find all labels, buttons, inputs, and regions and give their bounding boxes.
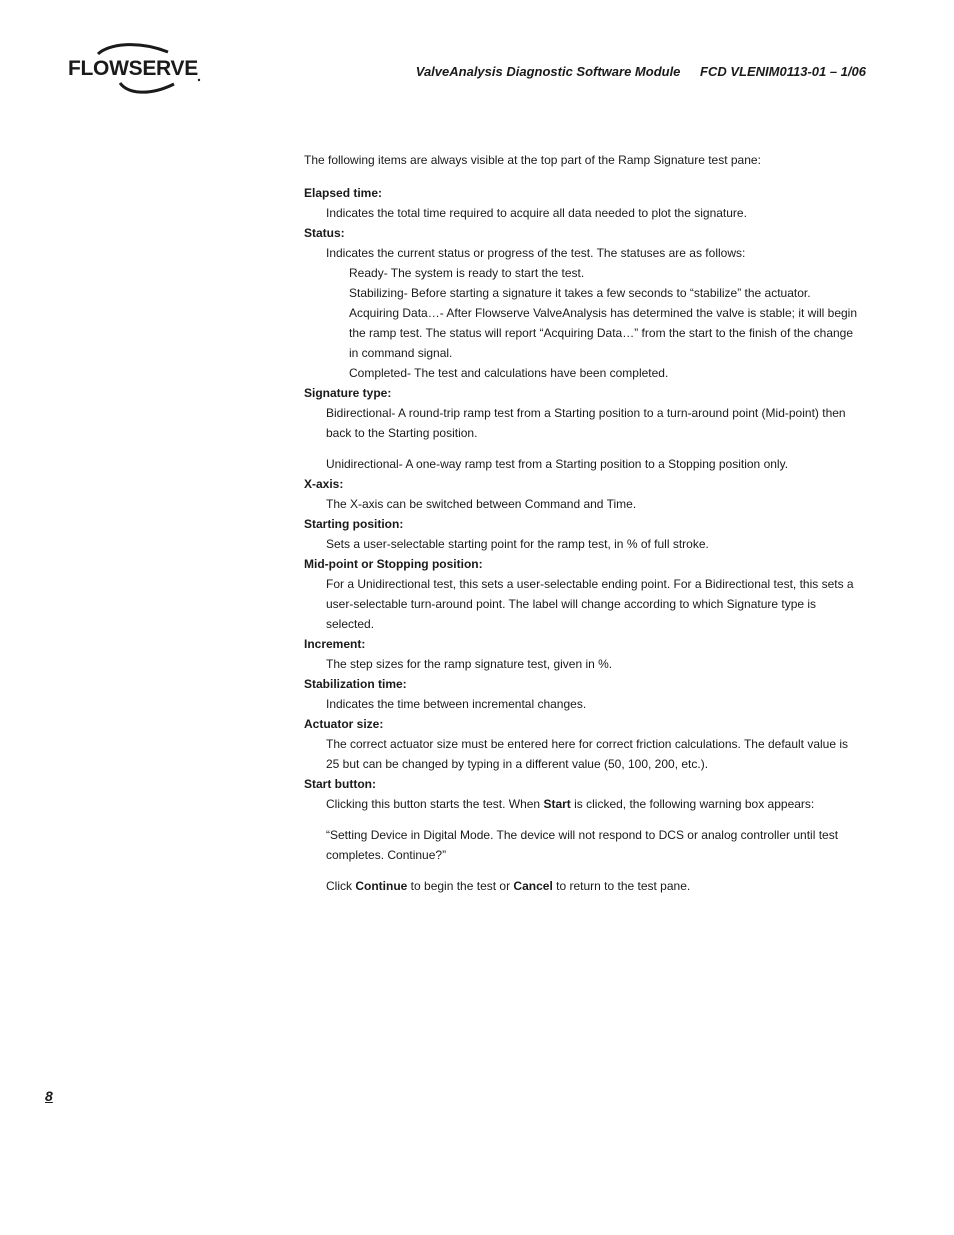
term-x-axis: X-axis:	[304, 477, 344, 491]
term-actuator-size: Actuator size:	[304, 717, 384, 731]
intro-paragraph: The following items are always visible at the top part of the Ramp Signature test pane:	[304, 153, 761, 167]
main-content	[304, 150, 864, 896]
text-fragment: to return to the test pane.	[552, 879, 691, 893]
desc-increment: The step sizes for the ramp signature test, given in %.	[326, 657, 613, 671]
status-item-stabilizing: Stabilizing- Before starting a signature it takes a few seconds to “stabilize” the actuator.	[349, 286, 811, 300]
warning-message: “Setting Device in Digital Mode. The device will not respond to DCS or analog controller until test completes. Continue?”	[326, 828, 839, 862]
status-item-ready: Ready- The system is ready to start the test.	[349, 266, 585, 280]
text-fragment: Clicking this button starts the test. When	[326, 797, 544, 811]
desc-continue-cancel	[304, 876, 864, 896]
desc-status: Indicates the current status or progress of the test. The statuses are as follows:	[326, 246, 746, 260]
page-number: 8	[45, 1088, 53, 1104]
desc-start-button	[304, 794, 864, 814]
desc-starting-position: Sets a user-selectable starting point for the ramp test, in % of full stroke.	[326, 537, 709, 551]
status-item-completed: Completed- The test and calculations have been completed.	[349, 366, 669, 380]
cancel-emphasis: Cancel	[513, 879, 553, 893]
term-status: Status:	[304, 226, 345, 240]
desc-signature-bidirectional: Bidirectional- A round-trip ramp test from a Starting position to a turn-around point (Mid-point) then back to the Starting position.	[326, 406, 846, 440]
document-number: FCD VLENIM0113-01 – 1/06	[700, 64, 866, 79]
text-fragment: Click	[326, 879, 356, 893]
term-elapsed-time: Elapsed time:	[304, 186, 383, 200]
logo-wordmark: FLOWSERVE	[68, 57, 198, 80]
text-fragment: to begin the test or	[407, 879, 514, 893]
term-stabilization-time: Stabilization time:	[304, 677, 407, 691]
flowserve-logo	[68, 42, 206, 96]
desc-stabilization-time: Indicates the time between incremental changes.	[326, 697, 587, 711]
document-title: ValveAnalysis Diagnostic Software Module	[415, 64, 681, 79]
term-starting-position: Starting position:	[304, 517, 404, 531]
status-item-acquiring: Acquiring Data…- After Flowserve ValveAnalysis has determined the valve is stable; it will begin the ramp test. The status will report “Acquiring Data…” from the start to the finish of the change in command signal.	[349, 306, 858, 360]
desc-signature-unidirectional: Unidirectional- A one-way ramp test from a Starting position to a Stopping position only.	[326, 457, 789, 471]
continue-emphasis: Continue	[355, 879, 408, 893]
desc-actuator-size: The correct actuator size must be entered here for correct friction calculations. The default value is 25 but can be changed by typing in a different value (50, 100, 200, etc.).	[326, 737, 849, 771]
document-header	[416, 64, 866, 79]
desc-x-axis: The X-axis can be switched between Command and Time.	[326, 497, 637, 511]
text-fragment: is clicked, the following warning box appears:	[570, 797, 815, 811]
term-increment: Increment:	[304, 637, 366, 651]
start-emphasis: Start	[543, 797, 571, 811]
term-start-button: Start button:	[304, 777, 376, 791]
desc-elapsed-time: Indicates the total time required to acquire all data needed to plot the signature.	[326, 206, 747, 220]
term-mid-point: Mid-point or Stopping position:	[304, 557, 483, 571]
desc-mid-point: For a Unidirectional test, this sets a user-selectable ending point. For a Bidirectional test, this sets a user-selectable turn-around point. The label will change according to which Signature type is selected.	[326, 577, 854, 631]
term-signature-type: Signature type:	[304, 386, 392, 400]
